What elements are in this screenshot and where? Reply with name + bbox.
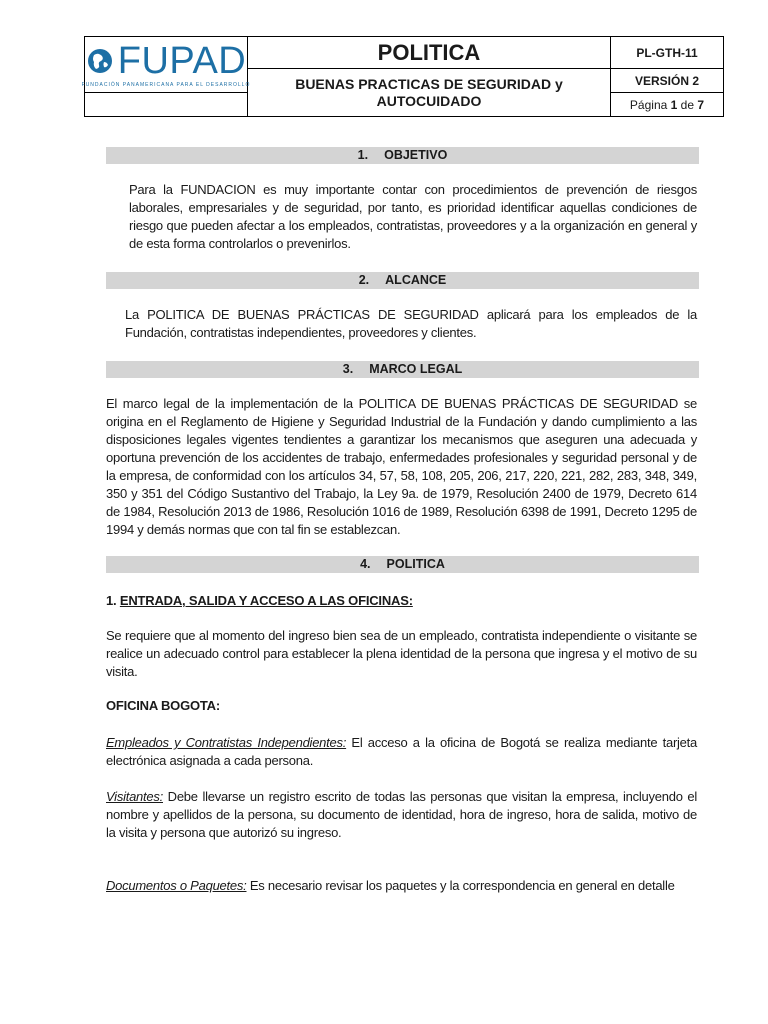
logo-cell <box>81 37 251 93</box>
section-bar-alcance <box>106 272 699 289</box>
alcance-text: La POLITICA DE BUENAS PRÁCTICAS DE SEGURIDAD aplicará para los empleados de la Fundación, contratistas independientes, proveedores y clientes. <box>125 307 697 340</box>
policy-item-heading <box>106 593 413 608</box>
section-title: ALCANCE <box>385 273 447 287</box>
section-title: MARCO LEGAL <box>369 362 463 376</box>
visitors-text: Debe llevarse un registro escrito de todas las personas que visitan la empresa, incluyendo el nombre y apellidos de la persona, su documento de identidad, hora de ingreso, hora de salida, motivo de la visita y persona que autorizó su ingreso. <box>106 789 697 840</box>
marco-legal-text: El marco legal de la implementación de la POLITICA DE BUENAS PRÁCTICAS DE SEGURIDAD se origina en el Reglamento de Higiene y Seguridad Industrial de la Fundación y dando cumplimiento a las disposiciones legales vigentes tendientes a garantizar los mecanismos que aseguren una adecuada y oportuna prevención de los accidentes de trabajo, enfermedades profesionales y seguridad personal y de la empresa, de conformidad con los artículos 34, 57, 58, 108, 205, 206, 217, 220, 221, 282, 283, 348, 349, 350 y 351 del Código Sustantivo del Trabajo, la Ley 9a. de 1979, Resolución 2400 de 1979, Decreto 614 de 1984, Resolución 2013 de 1986, Resolución 1016 de 1989, Resolución 6398 de 1991, Decreto 1295 de 1994 y demás normas que con tal fin se establezcan. <box>106 396 697 537</box>
globe-icon <box>86 47 114 75</box>
office-heading: OFICINA BOGOTA: <box>106 698 220 713</box>
objetivo-text: Para la FUNDACION es muy importante contar con procedimientos de prevención de riesgos laborales, empresariales y de seguridad, por tanto, es prioridad identificar aquellas condiciones de riesgo que pueden afectar a los empleados, contratistas, proveedores y a la organización en general y de esta forma controlarlos o prevenirlos. <box>129 182 697 251</box>
document-subtitle: BUENAS PRACTICAS DE SEGURIDAD y AUTOCUIDADO <box>295 75 563 109</box>
section-number: 4. <box>360 557 371 571</box>
employees-paragraph <box>106 734 697 770</box>
fupad-logo <box>81 37 251 92</box>
documents-text: Es necesario revisar los paquetes y la correspondencia en general en detalle <box>246 878 675 893</box>
subtitle-cell <box>248 69 611 117</box>
document-code: PL-GTH-11 <box>611 37 724 69</box>
section-number: 1. <box>357 148 369 162</box>
page-label: Página <box>629 97 668 112</box>
page-of: de <box>680 97 695 112</box>
documents-label: Documentos o Paquetes: <box>106 878 247 893</box>
policy-item-number: 1. <box>106 593 117 608</box>
policy-item-title: ENTRADA, SALIDA Y ACCESO A LAS OFICINAS: <box>119 593 413 608</box>
visitors-paragraph <box>106 788 697 842</box>
page-current: 1 <box>670 97 678 112</box>
employees-label: Empleados y Contratistas Independientes: <box>106 735 347 750</box>
section-bar-politica <box>106 556 699 573</box>
page-total: 7 <box>697 97 705 112</box>
section-bar-objetivo <box>106 147 699 164</box>
document-title: POLITICA <box>377 39 481 65</box>
employees-text: El acceso a la oficina de Bogotá se realiza mediante tarjeta electrónica asignada a cada persona. <box>106 735 697 768</box>
documents-paragraph <box>106 877 697 895</box>
section-title: POLITICA <box>386 557 445 571</box>
visitors-label: Visitantes: <box>106 789 163 804</box>
section-title: OBJETIVO <box>384 148 448 162</box>
document-header <box>81 36 724 117</box>
document-version: VERSIÓN 2 <box>611 69 724 93</box>
title-cell <box>248 37 611 69</box>
logo-tagline: FUNDACIÓN PANAMERICANA PARA EL DESARROLLO <box>81 81 251 88</box>
section-number: 3. <box>342 362 354 376</box>
entrada-text: Se requiere que al momento del ingreso bien sea de un empleado, contratista independiente o visitante se realice un adecuado control para establecer la plena identidad de la persona que ingresa y el motivo de su visita. <box>106 628 697 679</box>
logo-wordmark: FUPAD <box>117 39 247 82</box>
section-number: 2. <box>358 273 370 287</box>
section-bar-marco-legal <box>106 361 699 378</box>
page-indicator <box>611 93 724 117</box>
logo-cell-bottom <box>85 93 248 117</box>
